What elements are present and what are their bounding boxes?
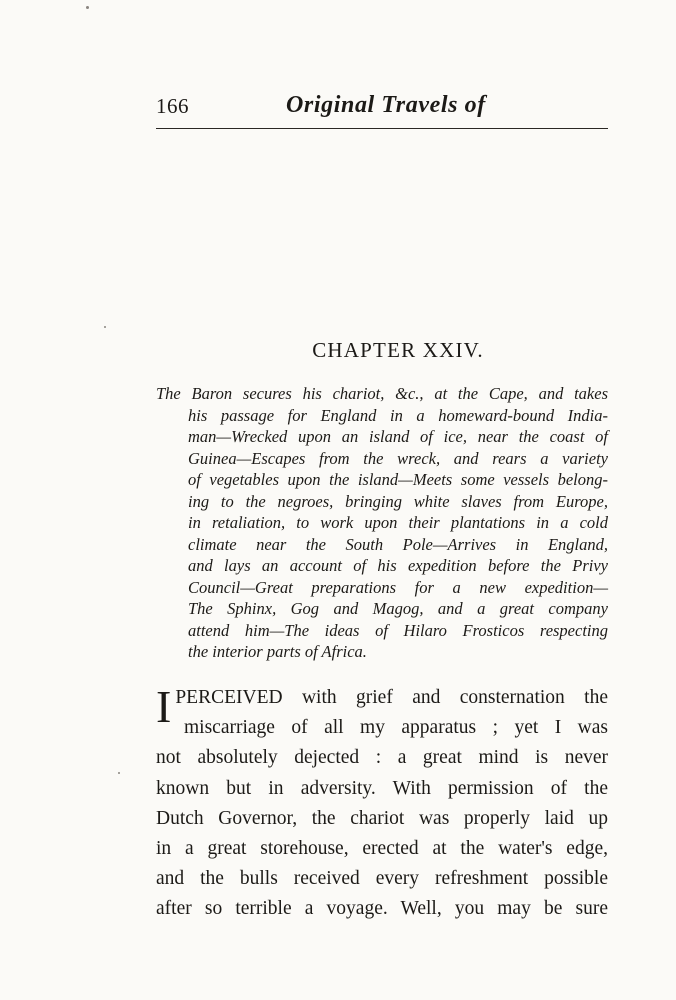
chapter-argument: [156, 383, 608, 663]
argument-line: Guinea—Escapes from the wreck, and rears a variety: [188, 448, 608, 468]
body-line: after so terrible a voyage. Well, you may be sure: [156, 898, 608, 920]
argument-line: his passage for England in a homeward-bound India-: [188, 405, 608, 425]
body-line: Dutch Governor, the chariot was properly laid up: [156, 807, 608, 829]
drop-cap: I: [156, 681, 172, 732]
paper-speck: [104, 326, 106, 328]
header-rule: [156, 128, 608, 129]
paper-speck: [86, 6, 89, 9]
body-line: in a great storehouse, erected at the water's edge,: [156, 837, 608, 859]
body-line: PERCEIVED with grief and consternation the: [175, 687, 608, 708]
argument-line: Council—Great preparations for a new expedition—: [188, 577, 608, 597]
paper-speck: [118, 772, 120, 774]
chapter-title: CHAPTER XXIV.: [312, 338, 484, 362]
page-number: 166: [156, 94, 189, 118]
argument-line: the interior parts of Africa.: [188, 642, 367, 661]
running-header: [156, 92, 608, 126]
running-title: Original Travels of: [286, 92, 486, 118]
body-line: and the bulls received every refreshment possible: [156, 868, 608, 890]
argument-line: The Baron secures his chariot, &c., at the Cape, and takes: [156, 384, 608, 403]
body-paragraph: [156, 683, 608, 925]
argument-line: climate near the South Pole—Arrives in England,: [188, 534, 608, 554]
argument-line: of vegetables upon the island—Meets some vessels belong-: [188, 470, 608, 489]
argument-line: in retaliation, to work upon their plantations in a cold: [188, 513, 608, 532]
argument-line: ing to the negroes, bringing white slaves from Europe,: [188, 491, 608, 511]
body-line: not absolutely dejected : a great mind is never: [156, 747, 608, 769]
argument-line: man—Wrecked upon an island of ice, near the coast of: [188, 427, 608, 446]
argument-line: attend him—The ideas of Hilaro Frosticos respecting: [188, 620, 608, 640]
body-line: known but in adversity. With permission of the: [156, 777, 608, 799]
argument-line: The Sphinx, Gog and Magog, and a great company: [188, 599, 608, 618]
body-line: miscarriage of all my apparatus ; yet I was: [184, 717, 608, 739]
argument-line: and lays an account of his expedition before the Privy: [188, 556, 608, 575]
